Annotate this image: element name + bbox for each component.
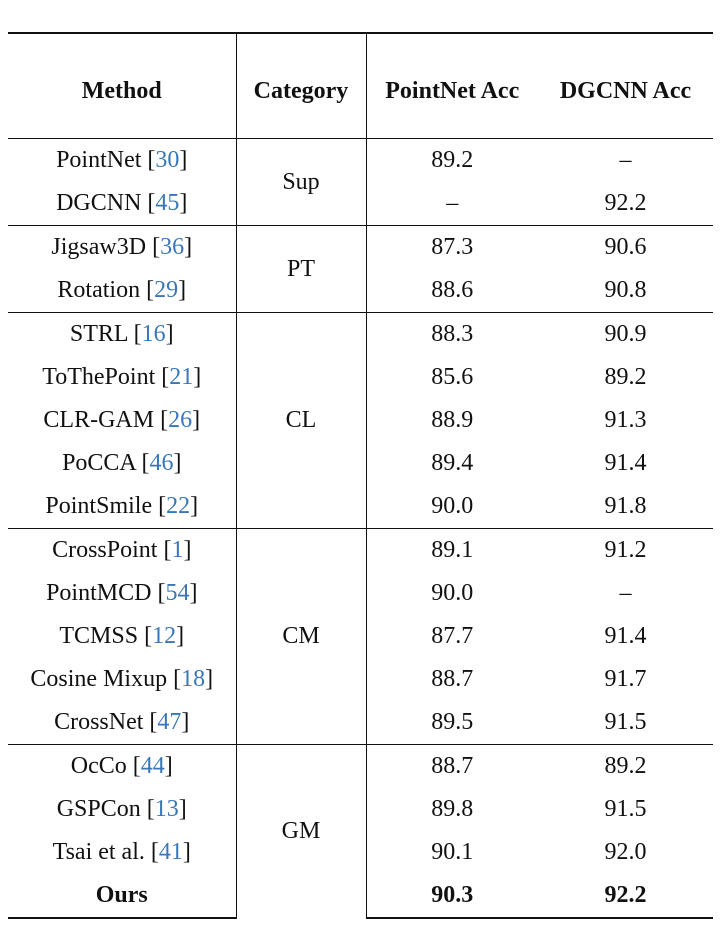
header-pointnet-acc: PointNet Acc	[366, 33, 538, 139]
header-category: Category	[236, 33, 366, 139]
citation-link[interactable]: 54	[165, 580, 190, 606]
dgcnn-acc-cell: 89.2	[604, 364, 647, 390]
dgcnn-acc-cell: 91.5	[604, 796, 647, 822]
results-table	[8, 32, 713, 919]
dgcnn-acc-cell: 91.4	[604, 623, 647, 649]
dgcnn-acc-cell: 89.2	[538, 745, 713, 789]
method-name: PointNet	[56, 147, 142, 173]
dgcnn-acc-cell: 90.8	[604, 277, 647, 303]
dgcnn-acc-cell: 91.2	[538, 529, 713, 573]
citation-link[interactable]: 21	[169, 364, 194, 390]
dgcnn-acc-cell: 91.8	[604, 493, 647, 519]
pointnet-acc-cell: 88.7	[431, 666, 474, 692]
citation-link[interactable]: 45	[155, 190, 180, 216]
method-cell: ToThePoint [21]	[8, 356, 236, 399]
citation-link[interactable]: 12	[152, 623, 177, 649]
citation-link[interactable]: 36	[160, 234, 185, 260]
pointnet-acc-cell: 89.1	[366, 529, 538, 573]
pointnet-acc-cell: 89.2	[366, 139, 538, 183]
pointnet-acc-cell: 88.6	[431, 277, 474, 303]
method-name: Jigsaw3D	[51, 234, 147, 260]
method-name: DGCNN	[56, 190, 142, 216]
dgcnn-acc-cell: 91.5	[604, 709, 647, 735]
citation-link[interactable]: 29	[154, 277, 179, 303]
dgcnn-acc-cell: 91.7	[604, 666, 647, 692]
citation-link[interactable]: 41	[158, 839, 183, 865]
dgcnn-acc-cell: 92.2	[538, 874, 713, 918]
method-cell: GSPCon [13]	[8, 788, 236, 831]
method-cell: CrossNet [47]	[8, 701, 236, 745]
dgcnn-acc-cell: 92.2	[604, 190, 647, 216]
method-name: CrossNet	[54, 709, 144, 735]
pointnet-acc-cell: –	[446, 190, 459, 216]
table-row	[8, 529, 713, 573]
method-name: PoCCA	[62, 450, 136, 476]
method-cell: DGCNN [45]	[8, 182, 236, 226]
table-row	[8, 139, 713, 183]
method-cell: Jigsaw3D [36]	[8, 226, 236, 270]
method-cell	[8, 874, 236, 918]
pointnet-acc-cell: 89.8	[431, 796, 474, 822]
category-cell: GM	[236, 745, 366, 919]
pointnet-acc-cell: 88.7	[366, 745, 538, 789]
category-cell: CL	[236, 313, 366, 529]
method-name: Cosine Mixup	[30, 666, 168, 692]
pointnet-acc-cell: 89.4	[431, 450, 474, 476]
header-method: Method	[8, 33, 236, 139]
method-cell: PoCCA [46]	[8, 442, 236, 485]
category-cell: CM	[236, 529, 366, 745]
pointnet-acc-cell: 88.9	[431, 407, 474, 433]
table-row	[8, 226, 713, 270]
citation-link[interactable]: 13	[154, 796, 179, 822]
header-row	[8, 33, 713, 139]
method-name: PointSmile	[45, 493, 153, 519]
table-row	[8, 313, 713, 357]
method-name: TCMSS	[59, 623, 139, 649]
table-row	[8, 745, 713, 789]
method-cell: PointSmile [22]	[8, 485, 236, 529]
citation-link[interactable]: 22	[166, 493, 191, 519]
method-cell: OcCo [44]	[8, 745, 236, 789]
citation-link[interactable]: 16	[141, 321, 166, 347]
dgcnn-acc-cell: 90.9	[538, 313, 713, 357]
pointnet-acc-cell: 90.1	[431, 839, 474, 865]
method-name: ToThePoint	[42, 364, 156, 390]
method-cell: Rotation [29]	[8, 269, 236, 313]
table-body	[8, 139, 713, 919]
method-name: CrossPoint	[52, 537, 158, 563]
pointnet-acc-cell: 87.7	[431, 623, 474, 649]
method-name: GSPCon	[56, 796, 141, 822]
method-name: PointMCD	[46, 580, 152, 606]
method-cell: CLR-GAM [26]	[8, 399, 236, 442]
category-cell: PT	[236, 226, 366, 313]
pointnet-acc-cell: 90.3	[366, 874, 538, 918]
dgcnn-acc-cell: 91.3	[604, 407, 647, 433]
citation-link[interactable]: 30	[155, 147, 180, 173]
dgcnn-acc-cell: 91.4	[604, 450, 647, 476]
header-dgcnn-acc: DGCNN Acc	[538, 33, 713, 139]
results-table-container	[8, 32, 713, 919]
pointnet-acc-cell: 90.0	[431, 580, 474, 606]
method-cell: PointMCD [54]	[8, 572, 236, 615]
method-name: Ours	[95, 882, 148, 908]
method-name: CLR-GAM	[43, 407, 155, 433]
pointnet-acc-cell: 85.6	[431, 364, 474, 390]
pointnet-acc-cell: 89.5	[431, 709, 474, 735]
pointnet-acc-cell: 88.3	[366, 313, 538, 357]
method-name: STRL	[69, 321, 128, 347]
table-header	[8, 33, 713, 139]
method-cell: STRL [16]	[8, 313, 236, 357]
citation-link[interactable]: 46	[149, 450, 174, 476]
method-cell: PointNet [30]	[8, 139, 236, 183]
citation-link[interactable]: 47	[157, 709, 182, 735]
method-name: Rotation	[57, 277, 141, 303]
citation-link[interactable]: 18	[181, 666, 206, 692]
method-cell: CrossPoint [1]	[8, 529, 236, 573]
method-cell: Tsai et al. [41]	[8, 831, 236, 874]
dgcnn-acc-cell: 92.0	[604, 839, 647, 865]
method-name: OcCo	[70, 753, 127, 779]
method-name: Tsai et al.	[52, 839, 145, 865]
dgcnn-acc-cell: –	[538, 139, 713, 183]
method-cell: TCMSS [12]	[8, 615, 236, 658]
dgcnn-acc-cell: 90.6	[538, 226, 713, 270]
dgcnn-acc-cell: –	[619, 580, 632, 606]
category-cell: Sup	[236, 139, 366, 226]
pointnet-acc-cell: 90.0	[431, 493, 474, 519]
citation-link[interactable]: 26	[168, 407, 193, 433]
pointnet-acc-cell: 87.3	[366, 226, 538, 270]
citation-link[interactable]: 1	[171, 537, 184, 563]
citation-link[interactable]: 44	[140, 753, 165, 779]
method-cell: Cosine Mixup [18]	[8, 658, 236, 701]
